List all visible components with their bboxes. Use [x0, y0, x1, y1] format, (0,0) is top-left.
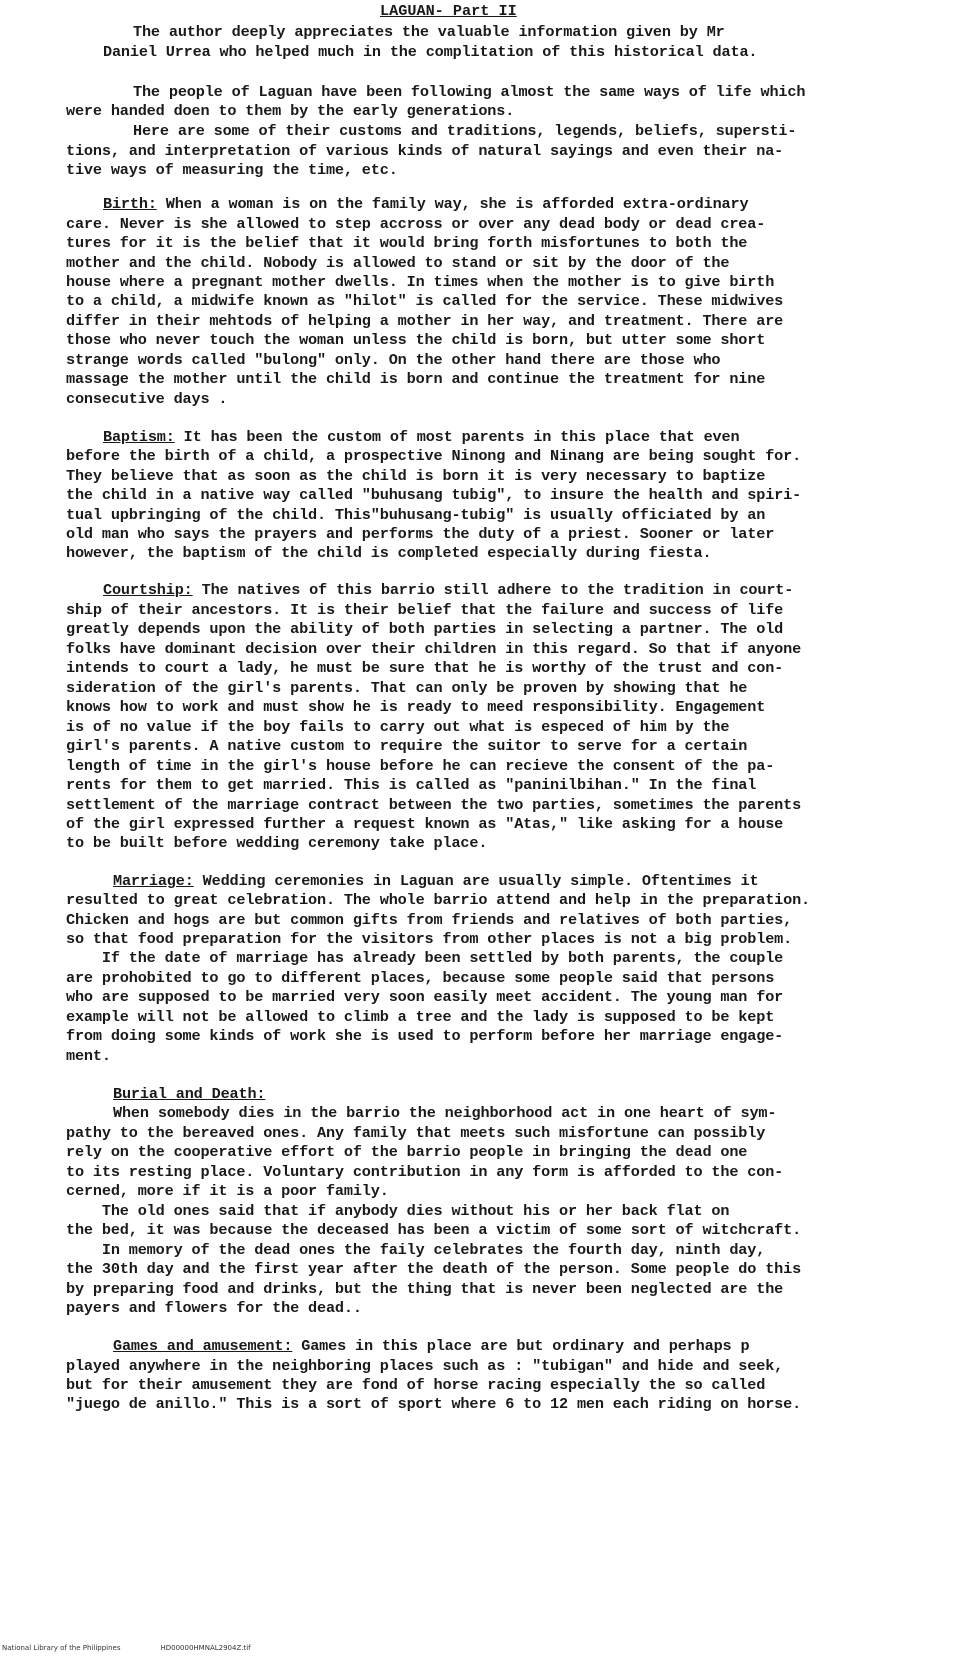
- burial-line: In memory of the dead ones the faily celebrates the fourth day, ninth day,: [66, 1241, 766, 1259]
- burial-line: rely on the cooperative effort of the barrio people in bringing the dead one: [66, 1143, 748, 1161]
- marriage-line: who are supposed to be married very soon easily meet accident. The young man for: [66, 988, 784, 1006]
- marriage-line: Chicken and hogs are but common gifts from friends and relatives of both parties,: [66, 911, 793, 929]
- preface-line: Here are some of their customs and traditions, legends, beliefs, supersti-: [133, 122, 797, 140]
- footer-library: National Library of the Philippines: [2, 1644, 121, 1652]
- games-line: but for their amusement they are fond of horse racing especially the so called: [66, 1376, 766, 1394]
- intro-line: Daniel Urrea who helped much in the complitation of this historical data.: [103, 43, 758, 61]
- games-line: played anywhere in the neighboring places such as : "tubigan" and hide and seek,: [66, 1357, 784, 1375]
- birth-line: consecutive days .: [66, 390, 228, 408]
- birth-line: care. Never is she allowed to step accross or over any dead body or dead crea-: [66, 215, 766, 233]
- page-title: LAGUAN- Part II: [380, 2, 517, 20]
- marriage-line: resulted to great celebration. The whole barrio attend and help in the preparation.: [66, 891, 811, 909]
- baptism-line: They believe that as soon as the child is born it is very necessary to baptize: [66, 467, 766, 485]
- courtship-line: knows how to work and must show he is ready to meed responsibility. Engagement: [66, 698, 766, 716]
- burial-line: cerned, more if it is a poor family.: [66, 1182, 389, 1200]
- games-paragraph-first-line: Games and amusement: Games in this place are but ordinary and perhaps p: [113, 1337, 750, 1355]
- footer-file: HD00000HMNAL2904Z.tif: [160, 1644, 251, 1652]
- courtship-paragraph-first-line: Courtship: The natives of this barrio still adhere to the tradition in court-: [103, 581, 794, 599]
- marriage-heading: Marriage:: [113, 872, 194, 890]
- baptism-line: before the birth of a child, a prospective Ninong and Ninang are being sought for.: [66, 447, 802, 465]
- burial-line: by preparing food and drinks, but the thing that is never been neglected are the: [66, 1280, 784, 1298]
- games-heading: Games and amusement:: [113, 1337, 293, 1355]
- marriage-line: are prohobited to go to different places, because some people said that persons: [66, 969, 775, 987]
- birth-line: those who never touch the woman unless the child is born, but utter some short: [66, 331, 766, 349]
- courtship-line: to be built before wedding ceremony take place.: [66, 834, 488, 852]
- birth-heading: Birth:: [103, 195, 157, 213]
- courtship-line: greatly depends upon the ability of both parties in selecting a partner. The old: [66, 620, 784, 638]
- courtship-line: settlement of the marriage contract between the two parties, sometimes the parents: [66, 796, 802, 814]
- courtship-line: is of no value if the boy fails to carry out what is especed of him by the: [66, 718, 730, 736]
- baptism-paragraph-first-line: Baptism: It has been the custom of most parents in this place that even: [103, 428, 740, 446]
- baptism-line: tual upbringing of the child. This"buhusang-tubig" is usually officiated by an: [66, 506, 766, 524]
- marriage-line: example will not be allowed to climb a tree and the lady is supposed to be kept: [66, 1008, 775, 1026]
- preface-line: The people of Laguan have been following almost the same ways of life which: [133, 83, 806, 101]
- marriage-line: If the date of marriage has already been settled by both parents, the couple: [66, 949, 784, 967]
- burial-line: the 30th day and the first year after the death of the person. Some people do this: [66, 1260, 802, 1278]
- birth-paragraph-first-line: Birth: When a woman is on the family way, she is afforded extra-ordinary: [103, 195, 749, 213]
- baptism-line: old man who says the prayers and performs the duty of a priest. Sooner or later: [66, 525, 775, 543]
- burial-line: the bed, it was because the deceased has been a victim of some sort of witchcraft.: [66, 1221, 802, 1239]
- birth-line: tures for it is the belief that it would bring forth misfortunes to both the: [66, 234, 748, 252]
- birth-line: house where a pregnant mother dwells. In times when the mother is to give birth: [66, 273, 775, 291]
- courtship-line: sideration of the girl's parents. That can only be proven by showing that he: [66, 679, 748, 697]
- scan-footer: [2, 1644, 291, 1652]
- burial-line: pathy to the bereaved ones. Any family that meets such misfortune can possibly: [66, 1124, 766, 1142]
- birth-line: mother and the child. Nobody is allowed to stand or sit by the door of the: [66, 254, 730, 272]
- courtship-line: rents for them to get married. This is called as "paninilbihan." In the final: [66, 776, 757, 794]
- courtship-line: of the girl expressed further a request known as "Atas," like asking for a house: [66, 815, 784, 833]
- burial-line: to its resting place. Voluntary contribution in any form is afforded to the con-: [66, 1163, 784, 1181]
- preface-line: were handed doen to them by the early generations.: [66, 102, 515, 120]
- courtship-line: intends to court a lady, he must be sure that he is worthy of the trust and con-: [66, 659, 784, 677]
- preface-line: tions, and interpretation of various kinds of natural sayings and even their na-: [66, 142, 784, 160]
- preface-line: tive ways of measuring the time, etc.: [66, 161, 398, 179]
- courtship-line: folks have dominant decision over their children in this regard. So that if anyone: [66, 640, 802, 658]
- birth-line: to a child, a midwife known as "hilot" is called for the service. These midwives: [66, 292, 784, 310]
- courtship-line: ship of their ancestors. It is their belief that the failure and success of life: [66, 601, 784, 619]
- burial-line: payers and flowers for the dead..: [66, 1299, 362, 1317]
- courtship-heading: Courtship:: [103, 581, 193, 599]
- intro-line: The author deeply appreciates the valuable information given by Mr: [133, 23, 725, 41]
- marriage-line: ment.: [66, 1047, 111, 1065]
- birth-line: massage the mother until the child is born and continue the treatment for nine: [66, 370, 766, 388]
- burial-line: When somebody dies in the barrio the neighborhood act in one heart of sym-: [113, 1104, 777, 1122]
- courtship-line: girl's parents. A native custom to require the suitor to serve for a certain: [66, 737, 748, 755]
- birth-line: differ in their mehtods of helping a mother in her way, and treatment. There are: [66, 312, 784, 330]
- baptism-heading: Baptism:: [103, 428, 175, 446]
- courtship-line: length of time in the girl's house before he can recieve the consent of the pa-: [66, 757, 775, 775]
- baptism-line: however, the baptism of the child is completed especially during fiesta.: [66, 544, 712, 562]
- marriage-line: so that food preparation for the visitors from other places is not a big problem.: [66, 930, 793, 948]
- baptism-line: the child in a native way called "buhusang tubig", to insure the health and spiri-: [66, 486, 802, 504]
- burial-line: The old ones said that if anybody dies without his or her back flat on: [66, 1202, 730, 1220]
- games-line: "juego de anillo." This is a sort of sport where 6 to 12 men each riding on horse.: [66, 1395, 802, 1413]
- birth-line: strange words called "bulong" only. On the other hand there are those who: [66, 351, 721, 369]
- marriage-line: from doing some kinds of work she is used to perform before her marriage engage-: [66, 1027, 784, 1045]
- marriage-paragraph-first-line: Marriage: Wedding ceremonies in Laguan are usually simple. Oftentimes it: [113, 872, 759, 890]
- burial-heading: Burial and Death:: [113, 1085, 266, 1103]
